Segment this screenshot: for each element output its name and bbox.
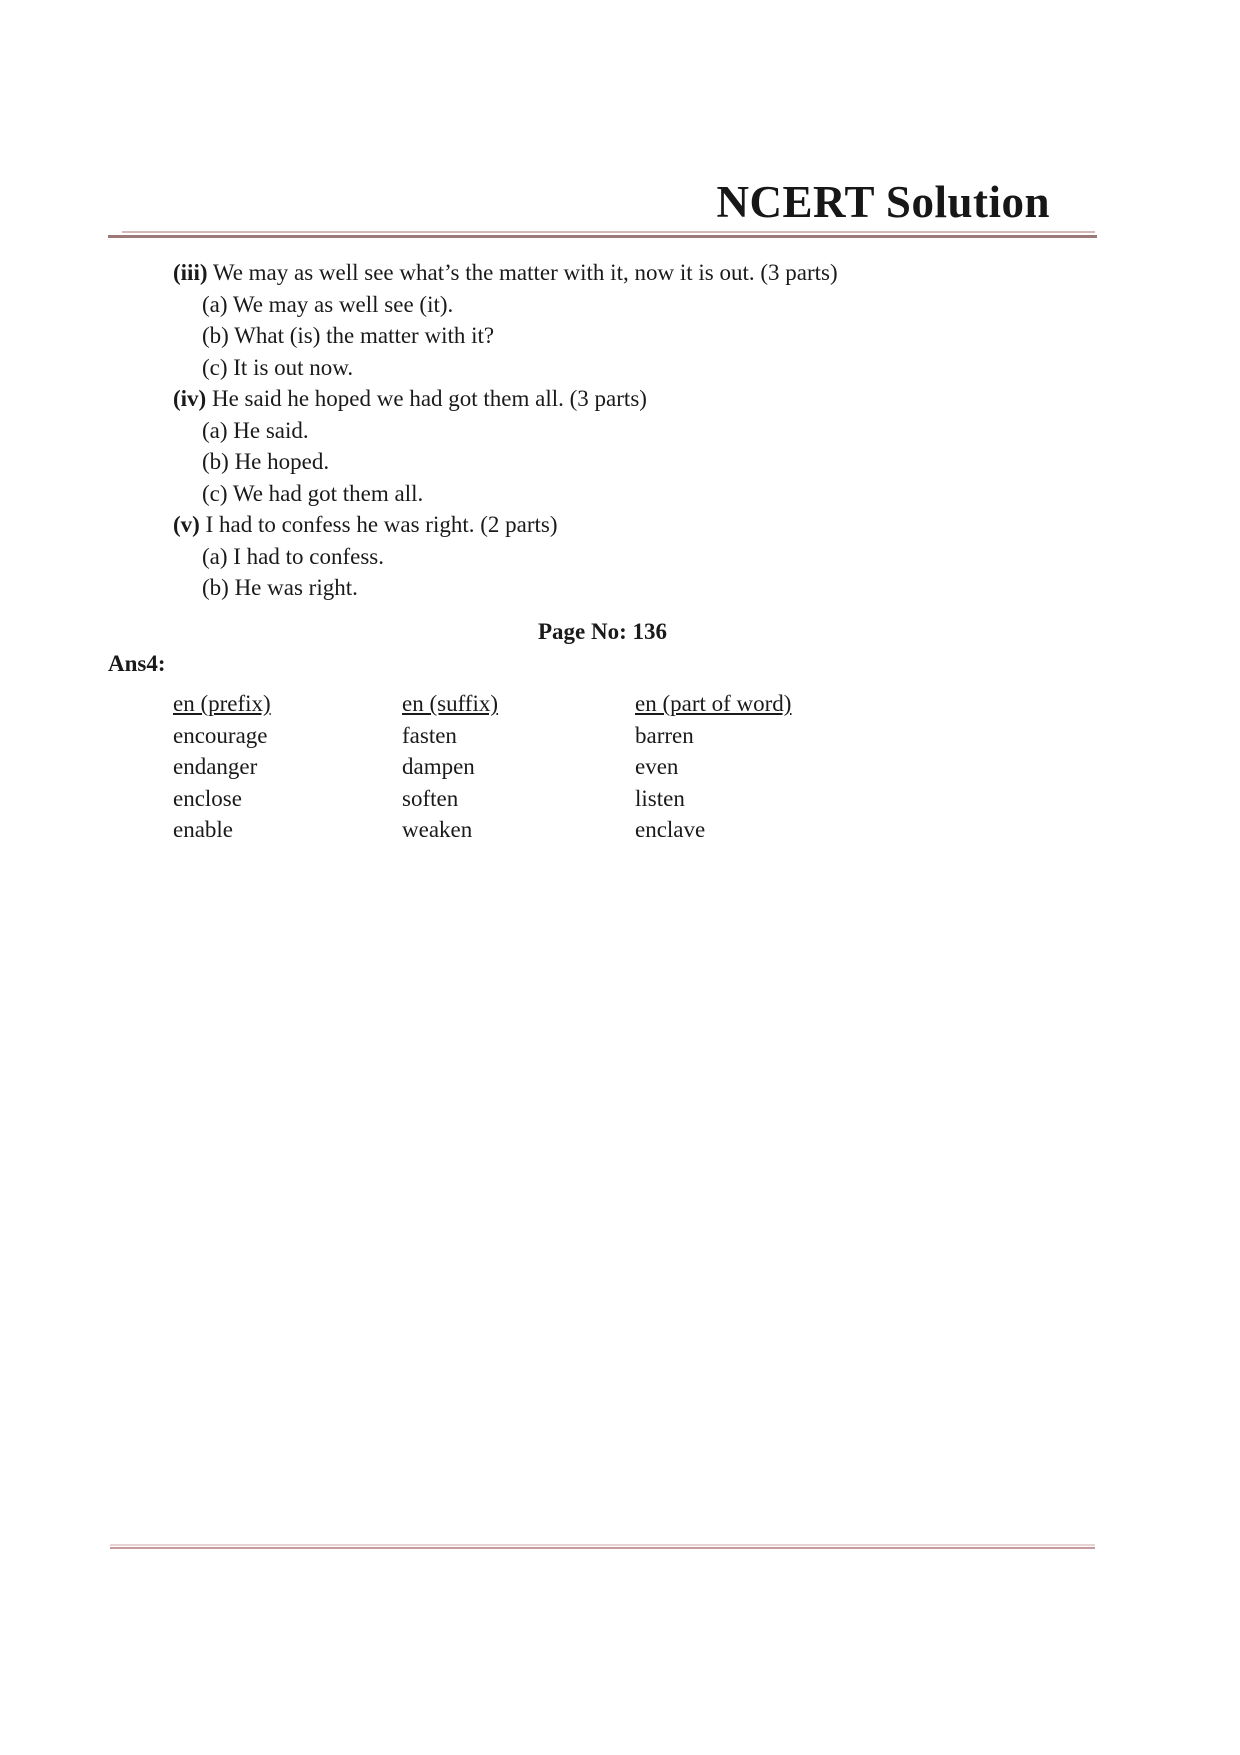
word-cell: encourage (173, 722, 268, 748)
sub-item: (b) What (is) the matter with it? (202, 323, 495, 348)
page-number-label: Page No: 136 (537, 619, 668, 644)
word-cell: dampen (402, 754, 475, 779)
word-cell: enclave (635, 817, 706, 842)
word-cell: listen (635, 785, 685, 811)
word-cell: barren (635, 722, 694, 748)
question-marker: (iv) (173, 386, 207, 411)
sub-item: (a) We may as well see (it). (202, 291, 454, 317)
sub-item: (c) We had got them all. (202, 480, 424, 506)
header-divider-light-line (122, 231, 1095, 233)
column-header: en (suffix) (402, 691, 499, 716)
sub-item: (a) I had to confess. (202, 543, 385, 569)
footer-divider-light-line (110, 1544, 1095, 1546)
question-marker: (v) (173, 512, 200, 537)
sub-item: (a) He said. (202, 417, 309, 443)
header-divider (108, 231, 1097, 238)
word-cell: weaken (402, 817, 473, 842)
column-header: en (prefix) (173, 691, 271, 716)
answer-column-part-of-word (635, 688, 791, 846)
question-text: He said he hoped we had got them all. (3 parts) (211, 386, 647, 411)
word-cell: fasten (402, 722, 457, 748)
header-divider-dark-line (108, 235, 1097, 238)
sub-item: (b) He was right. (202, 575, 358, 600)
word-cell: enclose (173, 785, 242, 811)
word-cell: soften (402, 785, 459, 811)
word-cell: even (635, 754, 679, 779)
footer-divider (110, 1544, 1095, 1549)
answer-column-prefix (173, 688, 402, 846)
answer-column-suffix (402, 688, 635, 846)
question-text: I had to confess he was right. (2 parts) (205, 512, 558, 537)
word-cell: enable (173, 817, 234, 842)
footer-divider-dark-line (110, 1547, 1095, 1549)
question-parts-list (173, 257, 1113, 604)
question-marker: (iii) (173, 260, 208, 285)
question-item-iii (173, 257, 1113, 289)
page-title: NCERT Solution (716, 177, 1050, 227)
answer-label: Ans4: (108, 651, 166, 676)
question-item-iv (173, 383, 1113, 415)
word-cell: endanger (173, 754, 258, 779)
column-header: en (part of word) (635, 691, 792, 716)
question-item-v (173, 509, 1113, 541)
sub-item: (b) He hoped. (202, 449, 330, 474)
question-text: We may as well see what’s the matter with it, now it is out. (3 parts) (212, 260, 838, 285)
answer-table (173, 688, 791, 846)
sub-item: (c) It is out now. (202, 354, 354, 380)
